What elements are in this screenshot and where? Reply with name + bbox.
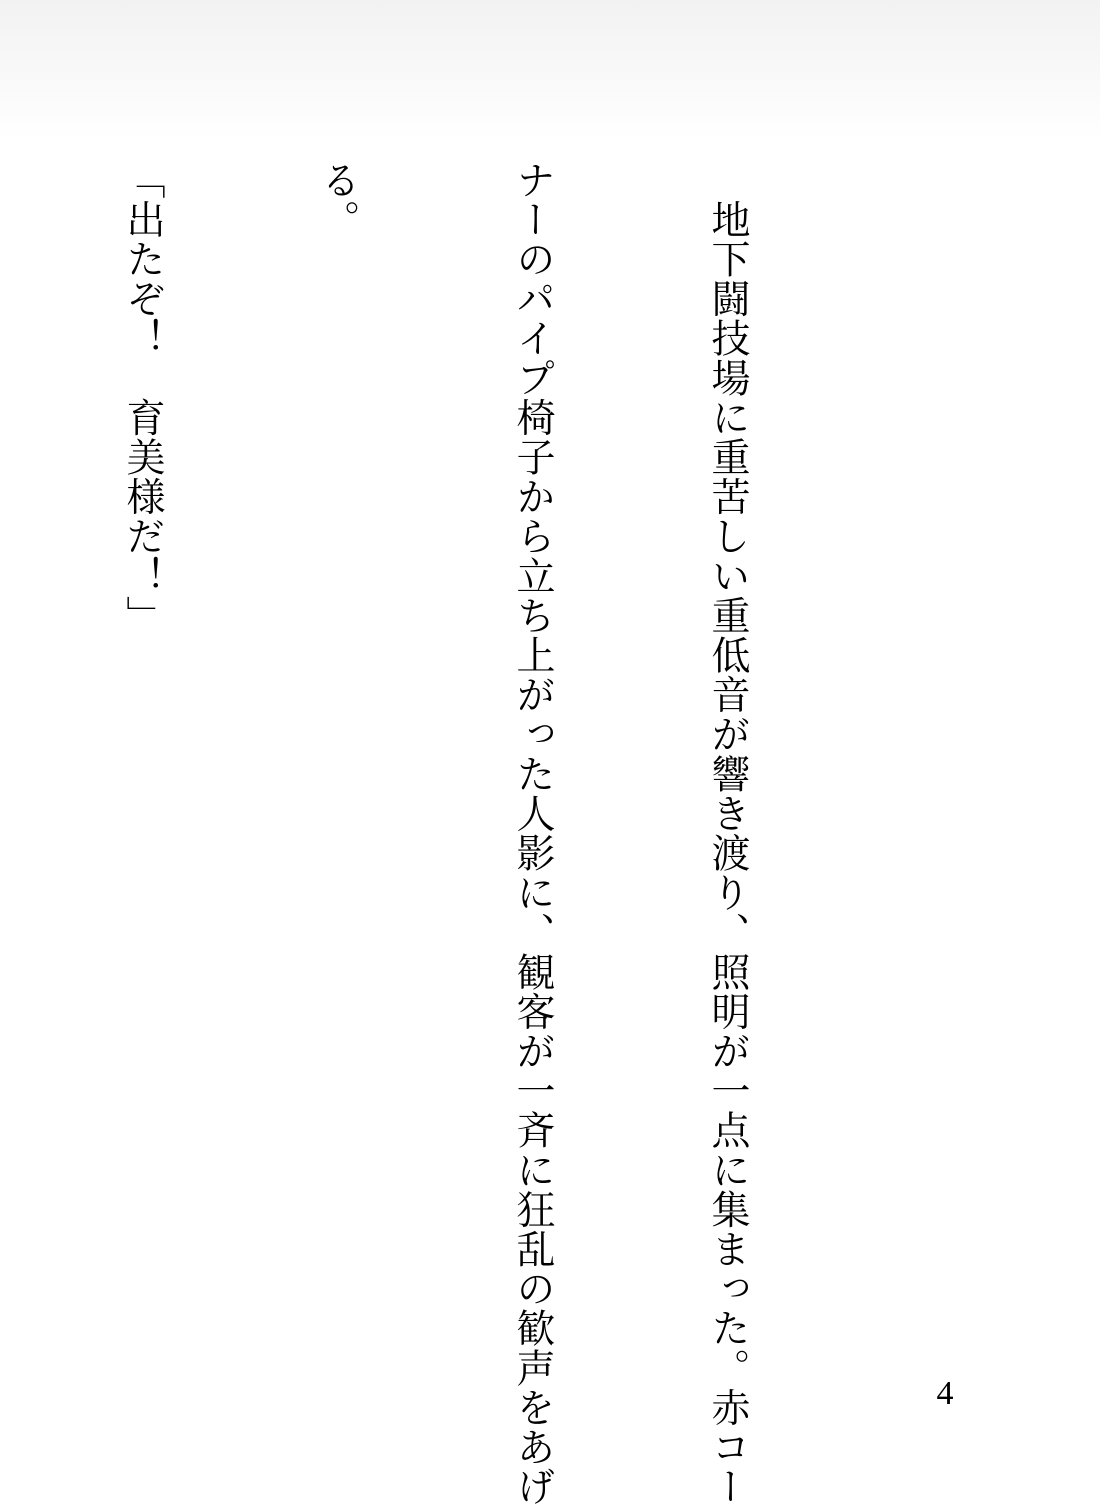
text-line: 「出たぞ！ 育美様だ！」	[120, 160, 165, 636]
text-line: る。	[315, 160, 360, 240]
text-line: ナーのパイプ椅子から立ち上がった人影に、観客が一斉に狂乱の歓声をあげ	[510, 160, 555, 1506]
vertical-body-text	[0, 160, 890, 1506]
top-shadow	[0, 0, 1100, 140]
text-line: 地下闘技場に重苦しい重低音が響き渡り、照明が一点に集まった。赤コー	[705, 160, 750, 1506]
page-number: 4	[936, 1375, 954, 1412]
